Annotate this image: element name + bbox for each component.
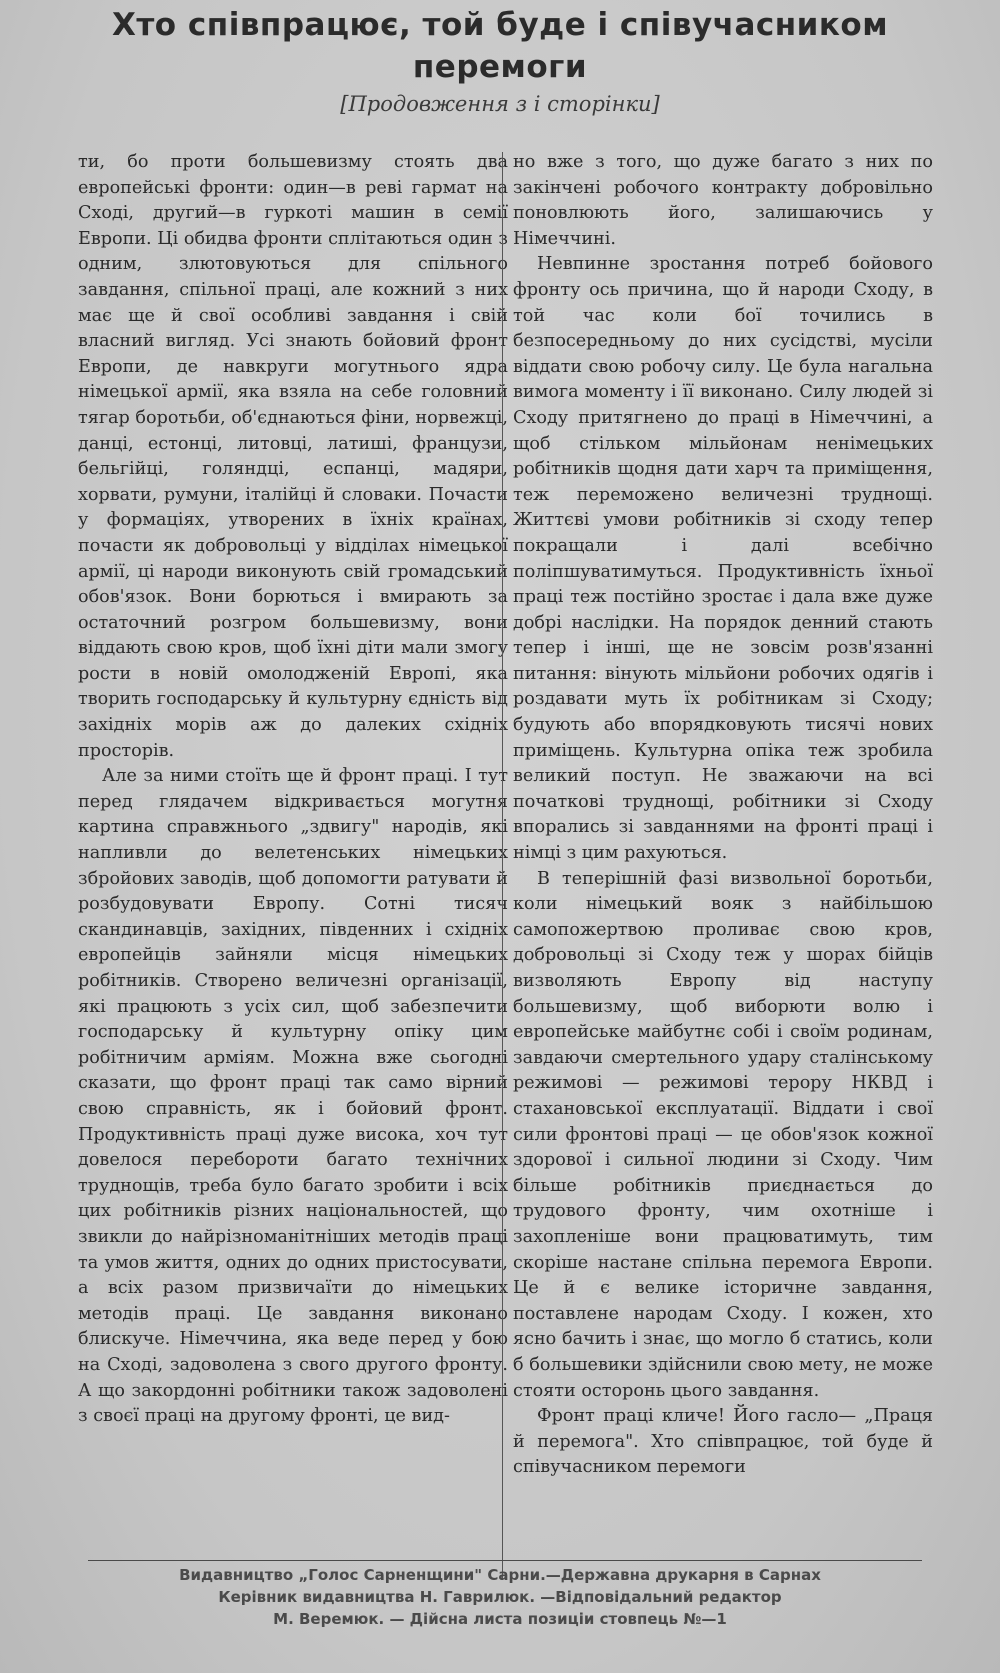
right-paragraph-1: но вже з того, що дуже багато з них по закінчені робочого контракту добровільно поновлюють його, залишаючись у Німеччині.	[513, 152, 933, 249]
headline-line-1: Хто співпрацює, той буде і співучасником	[111, 7, 889, 43]
right-paragraph-4: Фронт праці кличе! Його гасло— „Праця й перемога". Хто співпрацює, той буде й співучасником перемоги	[513, 1406, 933, 1478]
right-paragraph-3: В теперішній фазі визвольної боротьби, коли німецький вояк з найбільшою самопожертвою проливає свою кров, добровольці зі Сходу теж у шорах бійців визволяють Европу від наступу большевизму, щоб виборюти волю і европейське майбутнє собі і своїм родинам, завдаючи смертельного удару сталінському режимові — режимові терору НКВД і стахановської експлуатації. Віддати і свої сили фронтові праці — це обов'язок кожної здорової і сильної людини зі Сходу. Чим більше робітників приєднається до трудового фронту, чим охотніше і захопленіше вони працюватимуть, тим скоріше настане спільна перемога Европи. Це й є велике історичне завдання, поставлене народам Сходу. І кожен, хто ясно бачить і знає, що могло б статись, коли б большевики здійснили свою мету, не може стояти осторонь цього завдання.	[513, 868, 933, 1401]
left-column	[78, 150, 508, 1430]
headline-line-2: перемоги	[412, 49, 588, 85]
imprint-line-2: Керівник видавництва Н. Гаврилюк. —Відповідальний редактор	[218, 1588, 782, 1606]
right-column	[513, 150, 933, 1481]
imprint-line-3: М. Веремюк. — Дійсна листа позиціи стовпець №—1	[273, 1610, 727, 1628]
imprint-line-1: Видавництво „Голос Сарненщини" Сарни.—Державна друкарня в Сарнах	[179, 1566, 821, 1584]
right-paragraph-2: Невпинне зростання потреб бойового фронту ось причина, що й народи Сходу, в той час коли бої точились в безпосередньому до них сусідстві, мусіли віддати свою робочу силу. Це була нагальна вимога моменту і її виконано. Силу людей зі Сходу притягнено до праці в Німеччині, а щоб стільком мільйонам ненімецьких робітників щодня дати харч та приміщення, теж переможено величезні труднощі. Життєві умови робітників зі сходу тепер покращали і далі всебічно поліпшуватимуться. Продуктивність їхньої праці теж постійно зростає і дала вже дуже добрі наслідки. На порядок денний стають тепер і інші, ще не зовсім розв'язанні питання: вінують мільйони робочих одягів і роздавати муть їх робітникам зі Сходу; будують або впорядковують тисячі нових приміщень. Культурна опіка теж зробила великий поступ. Не зважаючи на всі початкові труднощі, робітники зі Сходу впорались зі завданнями на фронті праці і німці з цим рахуються.	[513, 254, 933, 864]
imprint	[100, 1564, 900, 1630]
left-paragraph-1: ти, бо проти большевизму стоять два европейські фронти: один—в реві гармат на Сході, другий—в гуркоті машин в семії Европи. Ці обидва фронти сплітаються один з одним, злютовуються для спільного завдання, спільної праці, але кожний з них має ще й свої особливі завдання і свій власний вигляд. Усі знають бойовий фронт Европи, де навкруги могутнього ядра німецької армії, яка взяла на себе головний тягар боротьби, об'єднаються фіни, норвежці, данці, естонці, литовці, латиші, французи, бельгійці, голяндці, еспанці, мадяри, хорвати, румуни, італійці й словаки. Почасти у формаціях, утворених в їхніх країнах, почасти як добровольці у відділах німецької армії, ці народи виконують свій громадський обов'язок. Вони борються і вмирають за остаточний розгром большевизму, вони віддають свою кров, щоб їхні діти мали змогу рости в новій омолодженій Европі, яка творить господарську й культурну єдність від західніх морів аж до далеких східніх просторів.	[78, 152, 508, 761]
column-divider	[502, 152, 503, 1580]
left-paragraph-2: Але за ними стоїть ще й фронт праці. І тут перед глядачем відкривається могутня картина справжнього „здвигу" народів, які напливли до велетенських німецьких збройових заводів, щоб допомогти ратувати й розбудовувати Европу. Сотні тисяч скандинавців, західних, південних і східніх европейців зайняли місця німецьких робітників. Створено величезні організації, які працюють з усіх сил, щоб забезпечити господарську й культурну опіку цим робітничим арміям. Можна вже сьогодні сказати, що фронт праці так само вірний свою справність, як і бойовий фронт. Продуктивність праці дуже висока, хоч тут довелося перебороти багато технічних труднощів, треба було багато зробити і всіх цих робітників різних національностей, що звикли до найрізноманітніших методів праці та умов життя, одних до одних пристосувати, а всіх разом призвичаїти до німецьких методів праці. Це завдання виконано блискуче. Німеччина, яка веде перед у бою на Сході, задоволена з свого другого фронту. А що закордонні робітники також задоволені з своєї праці на другому фронті, це вид-	[78, 766, 508, 1427]
footer-rule	[88, 1560, 922, 1561]
continuation-note: [Продовження з і сторінки]	[340, 92, 660, 116]
headline	[60, 4, 940, 88]
